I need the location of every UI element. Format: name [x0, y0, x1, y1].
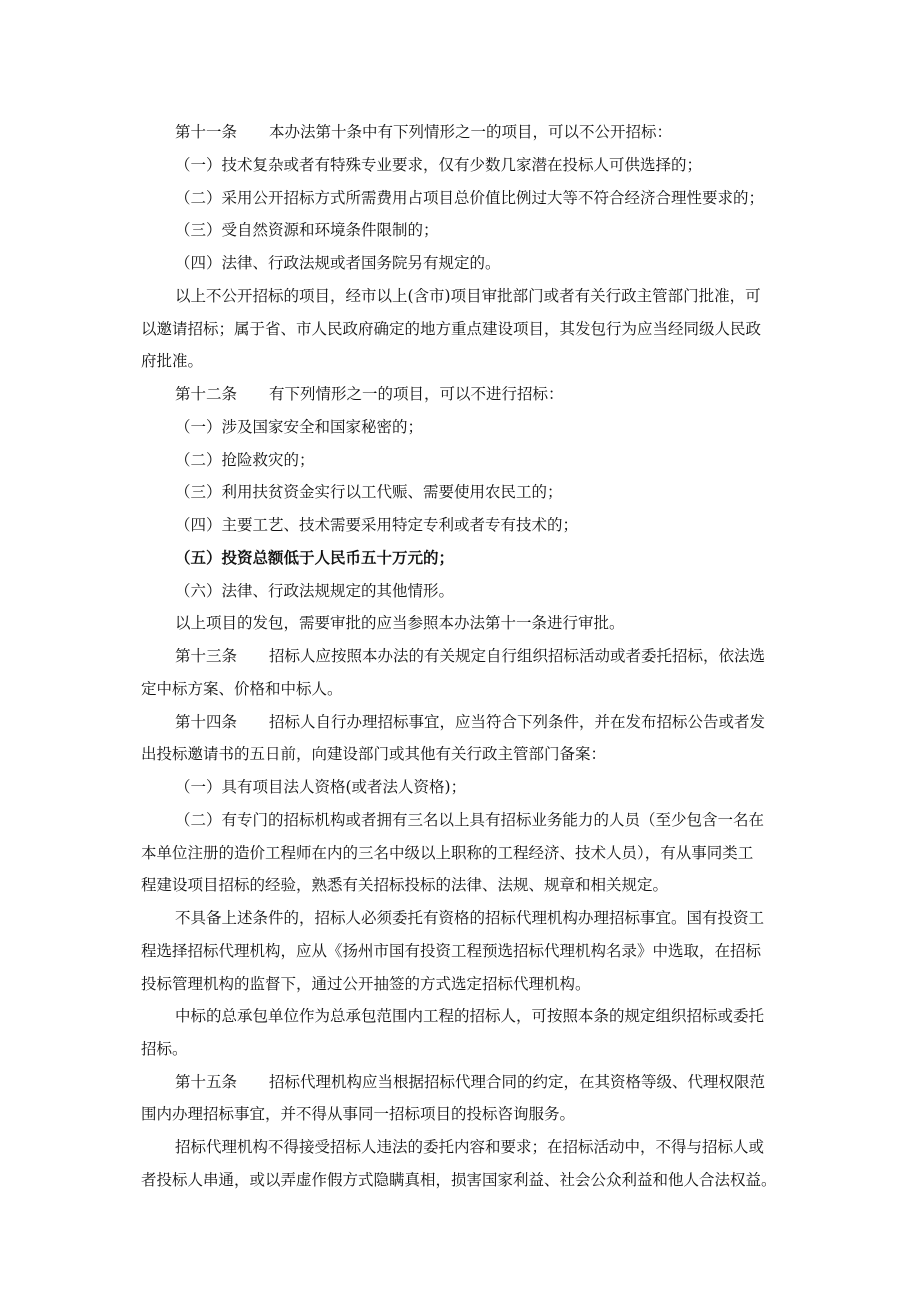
- article-14-item: 程建设项目招标的经验，熟悉有关招标投标的法律、法规、规章和相关规定。: [141, 876, 669, 894]
- article-11-item: （三）受自然资源和环境条件限制的；: [175, 221, 439, 239]
- article-13-text: 招标人应按照本办法的有关规定自行组织招标活动或者委托招标，依法选: [269, 647, 766, 665]
- article-12-item-bold: （五）投资总额低于人民币五十万元的；: [175, 548, 455, 567]
- article-11-item: （一）技术复杂或者有特殊专业要求，仅有少数几家潜在投标人可供选择的；: [175, 156, 703, 174]
- article-12-item: （二）抢险救灾的；: [175, 451, 315, 469]
- article-12-item: （三）利用扶贫资金实行以工代赈、需要使用农民工的；: [175, 483, 563, 501]
- article-15-text: 招标代理机构应当根据招标代理合同的约定，在其资格等级、代理权限范: [269, 1073, 766, 1091]
- article-15-paragraph: 者投标人串通，或以弄虚作假方式隐瞒真相，损害国家利益、社会公众利益和他人合法权益。: [141, 1171, 777, 1189]
- article-14-text: 招标人自行办理招标事宜，应当符合下列条件，并在发布招标公告或者发: [269, 713, 766, 731]
- article-11-item: （二）采用公开招标方式所需费用占项目总价值比例过大等不符合经济合理性要求的；: [175, 189, 765, 207]
- article-12-note: 以上项目的发包，需要审批的应当参照本办法第十一条进行审批。: [175, 614, 625, 632]
- article-14-paragraph: 程选择招标代理机构，应从《扬州市国有投资工程预选招标代理机构名录》中选取，在招标: [141, 942, 762, 960]
- article-14-paragraph: 投标管理机构的监督下，通过公开抽签的方式选定招标代理机构。: [141, 975, 591, 993]
- article-12-item: （一）涉及国家安全和国家秘密的；: [175, 418, 424, 436]
- article-14-text: 出投标邀请书的五日前，向建设部门或其他有关行政主管部门备案：: [141, 745, 607, 763]
- article-12-item: （六）法律、行政法规规定的其他情形。: [175, 582, 455, 600]
- article-13-label: 第十三条: [175, 647, 238, 665]
- article-11-note: 以上不公开招标的项目，经市以上(含市)项目审批部门或者有关行政主管部门批准，可: [175, 287, 761, 305]
- article-15-text: 围内办理招标事宜，并不得从事同一招标项目的投标咨询服务。: [141, 1105, 576, 1123]
- article-13-text: 定中标方案、价格和中标人。: [141, 680, 343, 698]
- article-14-item: （二）有专门的招标机构或者拥有三名以上具有招标业务能力的人员（至少包含一名在: [175, 811, 765, 829]
- article-14-label: 第十四条: [175, 713, 238, 731]
- article-11-note: 府批准。: [141, 352, 204, 370]
- article-11-text: 本办法第十条中有下列情形之一的项目，可以不公开招标：: [269, 123, 673, 141]
- article-12-item: （四）主要工艺、技术需要采用特定专利或者专有技术的；: [175, 516, 579, 534]
- article-14-item: 本单位注册的造价工程师在内的三名中级以上职称的工程经济、技术人员），有从事同类工: [141, 844, 754, 862]
- article-15-label: 第十五条: [175, 1073, 238, 1091]
- article-14-paragraph: 中标的总承包单位作为总承包范围内工程的招标人，可按照本条的规定组织招标或委托: [175, 1007, 765, 1025]
- article-14-paragraph: 招标。: [141, 1040, 188, 1058]
- article-12-text: 有下列情形之一的项目，可以不进行招标：: [269, 385, 564, 403]
- article-12-label: 第十二条: [175, 385, 238, 403]
- article-14-item: （一）具有项目法人资格(或者法人资格)；: [175, 778, 467, 796]
- article-11-item: （四）法律、行政法规或者国务院另有规定的。: [175, 254, 501, 272]
- article-11-note: 以邀请招标；属于省、市人民政府确定的地方重点建设项目，其发包行为应当经同级人民政: [141, 320, 762, 338]
- article-11-label: 第十一条: [175, 123, 238, 141]
- article-15-paragraph: 招标代理机构不得接受招标人违法的委托内容和要求；在招标活动中，不得与招标人或: [175, 1138, 765, 1156]
- article-14-paragraph: 不具备上述条件的，招标人必须委托有资格的招标代理机构办理招标事宜。国有投资工: [175, 909, 765, 927]
